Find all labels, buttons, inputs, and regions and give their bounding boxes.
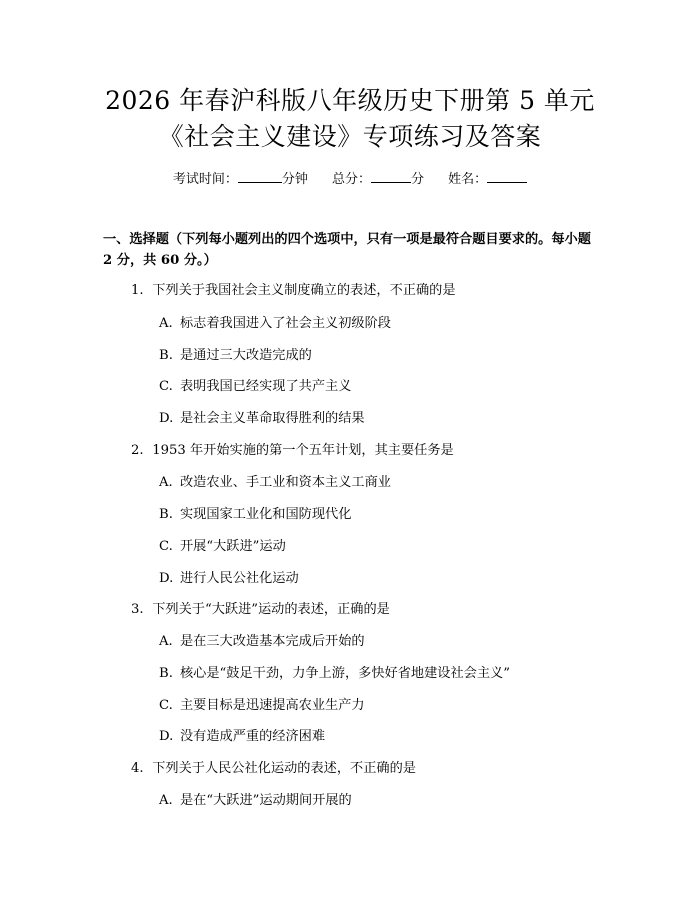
question-2 xyxy=(131,442,454,460)
option-letter: C. xyxy=(159,379,173,394)
document-title-line-2: 《社会主义建设》专项练习及答案 xyxy=(158,122,542,151)
question-3-option-c xyxy=(159,697,365,715)
option-letter: C. xyxy=(159,539,173,554)
option-letter: D. xyxy=(159,411,174,426)
option-text: 是社会主义革命取得胜利的结果 xyxy=(180,411,365,426)
option-letter: D. xyxy=(159,571,174,586)
total-score-field xyxy=(332,169,424,189)
question-stem: 下列关于“大跃进”运动的表述，正确的是 xyxy=(152,602,390,617)
question-number: 3. xyxy=(131,602,144,617)
option-text: 表明我国已经实现了共产主义 xyxy=(180,379,352,394)
option-text: 开展“大跃进”运动 xyxy=(180,539,286,554)
option-text: 改造农业、手工业和资本主义工商业 xyxy=(180,475,391,490)
option-letter: B. xyxy=(159,507,173,522)
question-1-option-a xyxy=(159,315,391,333)
question-2-option-b xyxy=(159,506,351,524)
total-score-unit: 分 xyxy=(411,172,425,187)
question-stem: 1953 年开始实施的第一个五年计划，其主要任务是 xyxy=(152,443,454,458)
question-stem: 下列关于我国社会主义制度确立的表述，不正确的是 xyxy=(152,283,456,298)
exam-time-field xyxy=(173,169,308,189)
option-letter: A. xyxy=(159,316,173,331)
option-text: 是通过三大改造完成的 xyxy=(180,348,312,363)
question-3-option-a xyxy=(159,633,365,651)
option-letter: D. xyxy=(159,729,174,744)
option-letter: C. xyxy=(159,698,173,713)
total-score-label: 总分： xyxy=(331,172,371,187)
exam-time-unit: 分钟 xyxy=(281,172,308,187)
question-3 xyxy=(131,601,390,619)
option-text: 是在三大改造基本完成后开始的 xyxy=(180,634,365,649)
option-text: 主要目标是迅速提高农业生产力 xyxy=(180,698,365,713)
question-4-option-a xyxy=(159,792,352,810)
option-text: 没有造成严重的经济困难 xyxy=(180,729,326,744)
question-number: 2. xyxy=(131,443,144,458)
option-text: 标志着我国进入了社会主义初级阶段 xyxy=(180,316,391,331)
student-name-label: 姓名： xyxy=(448,172,488,187)
question-2-option-a xyxy=(159,474,391,492)
option-letter: A. xyxy=(159,475,173,490)
option-text: 实现国家工业化和国防现代化 xyxy=(180,507,352,522)
option-letter: B. xyxy=(159,348,173,363)
question-4 xyxy=(131,760,416,778)
student-name-field xyxy=(448,169,527,189)
option-letter: A. xyxy=(159,634,173,649)
exam-time-label: 考试时间： xyxy=(172,172,238,187)
question-1-option-d xyxy=(159,410,365,428)
question-number: 4. xyxy=(131,761,144,776)
exam-info-row xyxy=(0,169,700,189)
question-1-option-b xyxy=(159,347,312,365)
option-text: 进行人民公社化运动 xyxy=(180,571,299,586)
student-name-blank xyxy=(487,169,527,183)
question-1 xyxy=(131,282,456,300)
question-2-option-d xyxy=(159,570,299,588)
exam-time-blank xyxy=(238,169,282,183)
option-text: 是在“大跃进”运动期间开展的 xyxy=(180,793,352,808)
option-letter: B. xyxy=(159,666,173,681)
option-text: 核心是“鼓足干劲，力争上游，多快好省地建设社会主义” xyxy=(180,666,510,681)
document-title-line-1: 2026 年春沪科版八年级历史下册第 5 单元 xyxy=(105,86,595,115)
question-2-option-c xyxy=(159,538,286,556)
question-number: 1. xyxy=(131,283,144,298)
total-score-blank xyxy=(371,169,411,183)
section-heading: 一、选择题（下列每小题列出的四个选项中，只有一项是最符合题目要求的。每小题 2 分，共 60 分。） xyxy=(103,232,591,268)
question-3-option-b xyxy=(159,665,510,683)
question-3-option-d xyxy=(159,728,325,746)
question-1-option-c xyxy=(159,378,351,396)
question-stem: 下列关于人民公社化运动的表述，不正确的是 xyxy=(152,761,416,776)
option-letter: A. xyxy=(159,793,173,808)
